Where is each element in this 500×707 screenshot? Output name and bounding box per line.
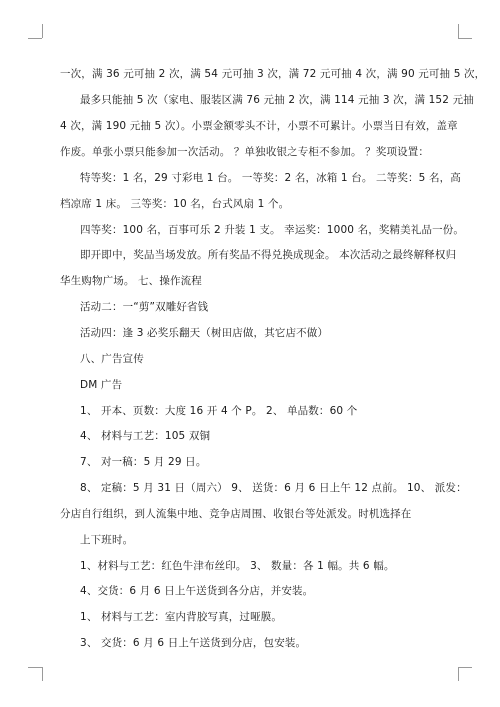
list-item: 4、 材料与工艺：105 双铜	[80, 430, 211, 442]
crop-mark-top-left	[42, 24, 43, 38]
paragraph-line: 分店自行组织，到人流集中地、竞争店周围、收银台等处派发。时机选择在	[60, 508, 412, 520]
paragraph-line: 一次，满 36 元可抽 2 次，满 54 元可抽 3 次，满 72 元可抽 4 次，满 90 元可抽 5 次，	[60, 68, 486, 80]
crop-mark-top-right	[458, 24, 459, 38]
crop-mark-bottom-right	[458, 667, 472, 668]
paragraph-line: 最多只能抽 5 次（家电、服装区满 76 元抽 2 次，满 114 元抽 3 次，满 152 元抽	[80, 94, 474, 106]
paragraph-line: 特等奖：1 名，29 寸彩电 1 台。 一等奖：2 名，冰箱 1 台。 二等奖：5 名，高	[80, 172, 461, 184]
paragraph-line: 档凉席 1 床。 三等奖：10 名，台式风扇 1 个。	[60, 198, 290, 210]
crop-mark-top-left	[28, 38, 42, 39]
crop-mark-bottom-right	[458, 667, 459, 681]
paragraph-line: 即开即中，奖品当场发放。所有奖品不得兑换成现金。 本次活动之最终解释权归	[80, 249, 457, 261]
paragraph-line: 华生购物广场。 七、操作流程	[60, 275, 202, 287]
paragraph-line: 作废。单张小票只能参加一次活动。 ？单独收银之专柜不参加。 ？奖项设置：	[60, 146, 430, 158]
crop-mark-bottom-left	[28, 667, 42, 668]
list-item: 8、 定稿：5 月 31 日（周六） 9、 送货：6 月 6 日上午 12 点前。 10、 派发：	[80, 482, 467, 494]
crop-mark-bottom-left	[42, 667, 43, 681]
list-item: 4、交货：6 月 6 日上午送货到各分店，并安装。	[80, 585, 314, 597]
list-item: 1、材料与工艺：红色牛津布丝印。 3、 数量：各 1 幅。共 6 幅。	[80, 560, 395, 572]
list-item: 3、 交货：6 月 6 日上午送货到分店，包安装。	[80, 637, 307, 649]
paragraph-line: 4 次，满 190 元抽 5 次）。小票金额零头不计，小票不可累计。小票当日有效，盖章	[60, 120, 458, 132]
crop-mark-top-right	[458, 38, 472, 39]
list-item: 7、 对一稿：5 月 29 日。	[80, 456, 207, 468]
paragraph-line: DM 广告	[80, 379, 123, 391]
paragraph-line: 四等奖：100 名，百事可乐 2 升装 1 支。 幸运奖：1000 名，奖精美礼品一份。	[80, 224, 465, 236]
paragraph-line: 上下班时。	[80, 534, 134, 546]
list-item: 1、 开本、页数：大度 16 开 4 个 P。 2、 单品数：60 个	[80, 405, 358, 417]
paragraph-line: 活动二：一“剪”双雕好省钱	[80, 301, 209, 313]
list-item: 1、 材料与工艺：室内背胶写真，过哑膜。	[80, 611, 283, 623]
paragraph-line: 活动四：逢 3 必奖乐翻天（树田店做，其它店不做）	[80, 327, 329, 339]
section-heading: 八、广告宣传	[80, 353, 144, 365]
